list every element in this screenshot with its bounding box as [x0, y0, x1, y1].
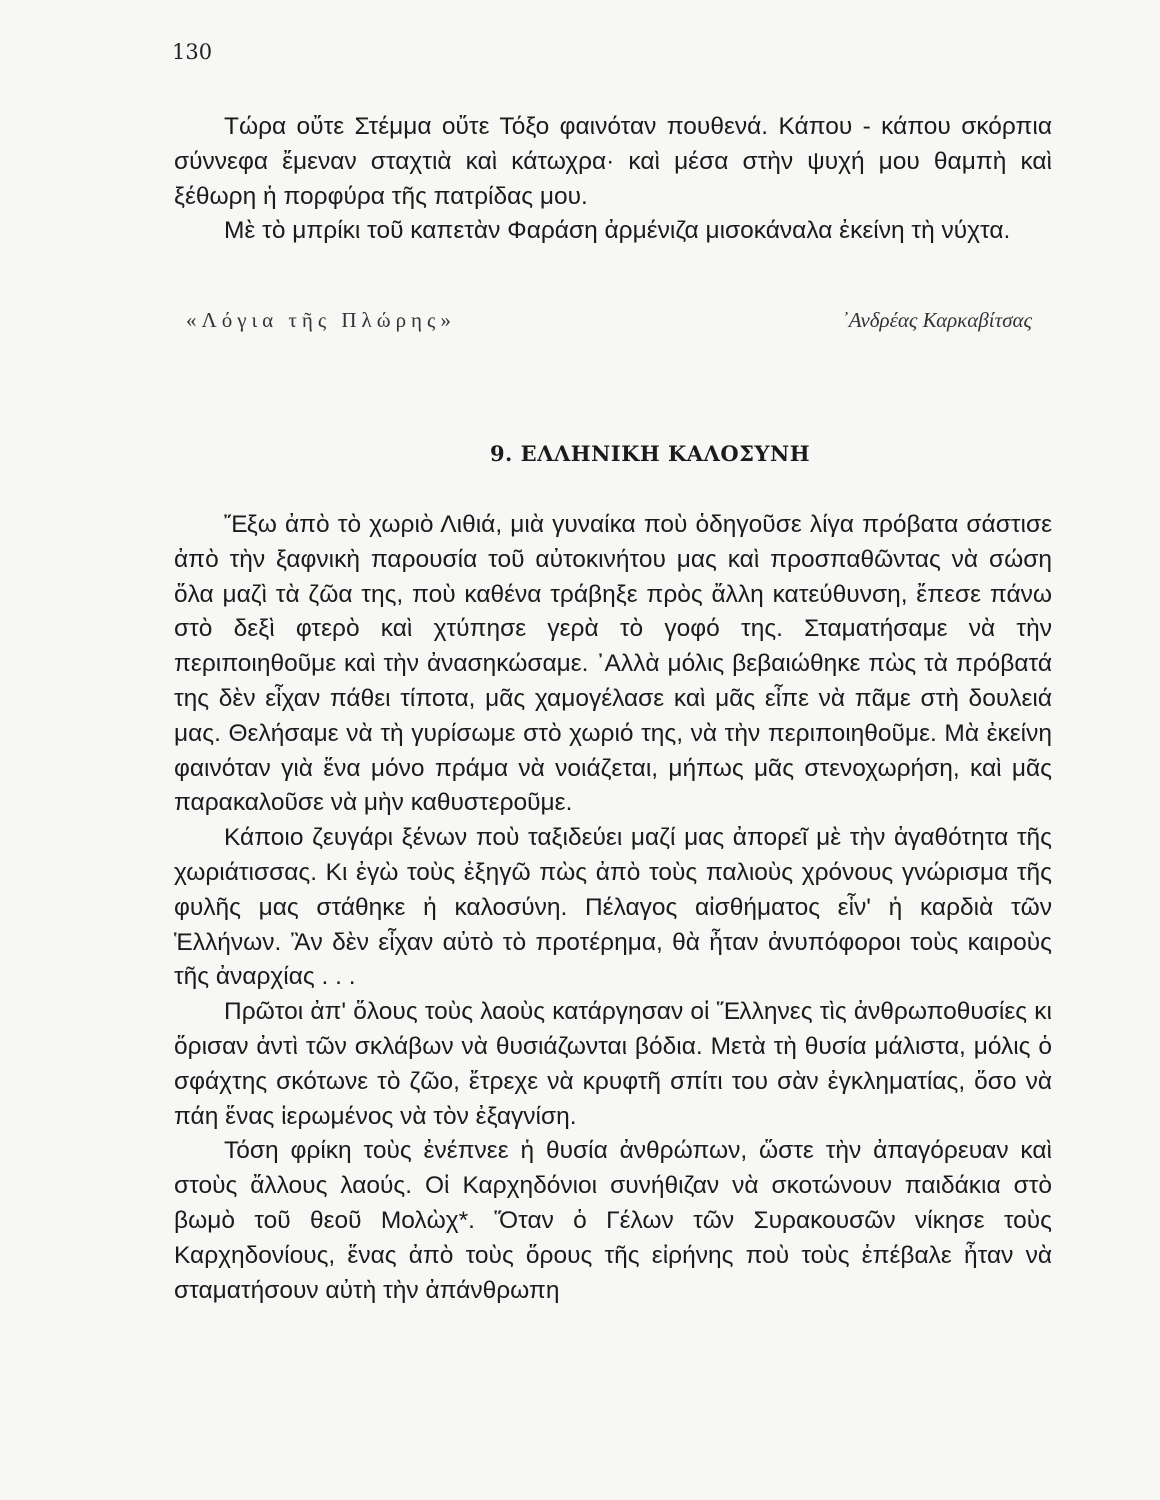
section-paragraph: Τόση φρίκη τοὺς ἐνέπνεε ἡ θυσία ἀνθρώπων, ὥστε τὴν ἀπαγόρευαν καὶ στοὺς ἄλλους λαούς. Οἱ Καρχηδόνιοι συνήθιζαν νὰ σκοτώνουν παιδάκια στὸ βωμὸ τοῦ θεοῦ Μολὼχ*. Ὅταν ὁ Γέλων τῶν Συρακουσῶν νίκησε τοὺς Καρχηδονίους, ἕνας ἀπὸ τοὺς ὅρους τῆς εἰρήνης ποὺ τοὺς ἐπέβαλε ἦταν νὰ σταματήσουν αὐτὴ τὴν ἀπάνθρωπη [174, 1137, 1052, 1304]
citation-source: «Λόγια τῆς Πλώρης» [186, 308, 456, 332]
citation [186, 308, 1032, 333]
page-number: 130 [172, 40, 213, 64]
intro-paragraph: Τώρα οὔτε Στέμμα οὔτε Τόξο φαινόταν πουθενά. Κάπου - κάπου σκόρπια σύννεφα ἔμεναν σταχτιὰ καὶ κάτωχρα· καὶ μέσα στὴν ψυχή μου θαμπὴ καὶ ξέθωρη ἡ πορφύρα τῆς πατρίδας μου. [174, 113, 1052, 210]
section-title [0, 441, 1160, 466]
section-paragraph: Κάποιο ζευγάρι ξένων ποὺ ταξιδεύει μαζί μας ἀπορεῖ μὲ τὴν ἀγαθότητα τῆς χωριάτισσας. Κι ἐγὼ τοὺς ἐξηγῶ πὼς ἀπὸ τοὺς παλιοὺς χρόνους γνώρισμα τῆς φυλῆς μας στάθηκε ἡ καλοσύνη. Πέλαγος αἰσθήματος εἶν' ἡ καρδιὰ τῶν Ἑλλήνων. Ἂν δὲν εἶχαν αὐτὸ τὸ προτέρημα, θὰ ἦταν ἀνυπόφοροι τοὺς καιροὺς τῆς ἀναρχίας . . . [174, 824, 1052, 991]
intro-text [174, 110, 1052, 249]
section-title-text: 9. ΕΛΛΗΝΙΚΗ ΚΑΛΟΣΥΝΗ [489, 441, 811, 466]
section-paragraph: Ἔξω ἀπὸ τὸ χωριὸ Λιθιά, μιὰ γυναίκα ποὺ ὁδηγοῦσε λίγα πρόβατα σάστισε ἀπὸ τὴν ξαφνικὴ παρουσία τοῦ αὐτοκινήτου μας καὶ προσπαθῶντας νὰ σώση ὅλα μαζὶ τὰ ζῶα της, ποὺ καθένα τράβηξε πρὸς ἄλλη κατεύθυνση, ἔπεσε πάνω στὸ δεξὶ φτερὸ καὶ χτύπησε γερὰ τὸ γοφό της. Σταματήσαμε νὰ τὴν περιποιηθοῦμε καὶ τὴν ἀνασηκώσαμε. ᾿Αλλὰ μόλις βεβαιώθηκε πὼς τὰ πρόβατά της δὲν εἶχαν πάθει τίποτα, μᾶς χαμογέλασε καὶ μᾶς εἶπε νὰ πᾶμε στὴ δουλειά μας. Θελήσαμε νὰ τὴ γυρίσωμε στὸ χωριό της, νὰ τὴν περιποιηθοῦμε. Μὰ ἐκείνη φαινόταν γιὰ ἕνα μόνο πράμα νὰ νοιάζεται, μήπως μᾶς στενοχωρήση, καὶ μᾶς παρακαλοῦσε νὰ μὴν καθυστεροῦμε. [174, 511, 1052, 817]
section-text [174, 508, 1052, 1308]
citation-author: ᾿Ανδρέας Καρκαβίτσας [841, 308, 1032, 332]
intro-paragraph: Μὲ τὸ μπρίκι τοῦ καπετὰν Φαράση ἀρμένιζα μισοκάναλα ἐκείνη τὴ νύχτα. [224, 217, 1011, 245]
section-paragraph: Πρῶτοι ἀπ' ὅλους τοὺς λαοὺς κατάργησαν οἱ Ἕλληνες τὶς ἀνθρωποθυσίες κι ὅρισαν ἀντὶ τῶν σκλάβων νὰ θυσιάζωνται βόδια. Μετὰ τὴ θυσία μάλιστα, μόλις ὁ σφάχτης σκότωνε τὸ ζῶο, ἔτρεχε νὰ κρυφτῆ σπίτι του σὰν ἐγκληματίας, ὅσο νὰ πάη ἕνας ἱερωμένος νὰ τὸν ἐξαγνίση. [174, 998, 1052, 1130]
